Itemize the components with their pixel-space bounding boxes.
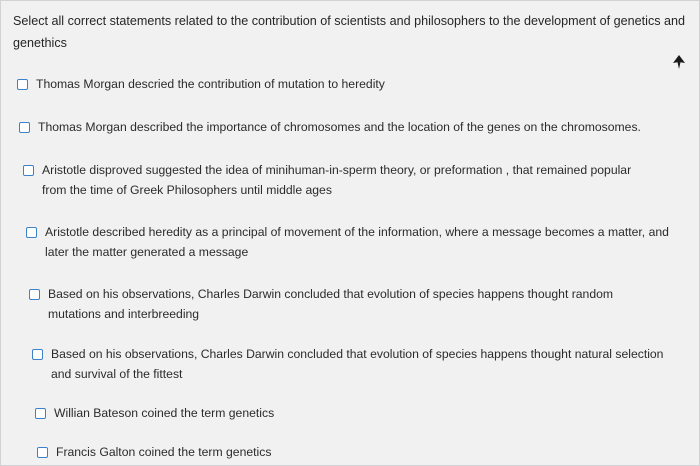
option-7[interactable] xyxy=(35,404,535,424)
checkbox-icon[interactable] xyxy=(29,289,40,300)
option-label: Aristotle disproved suggested the idea of minihuman-in-sperm theory, or preformation , that remained popular from the time of Greek Philosophers until middle ages xyxy=(42,163,632,197)
option-label: Thomas Morgan descried the contribution of mutation to heredity xyxy=(36,77,385,91)
mouse-cursor-icon xyxy=(673,55,685,69)
option-label: Willian Bateson coined the term genetics xyxy=(54,406,275,420)
checkbox-icon[interactable] xyxy=(17,79,28,90)
option-3[interactable] xyxy=(23,161,648,200)
checkbox-icon[interactable] xyxy=(32,349,43,360)
option-label: Thomas Morgan described the importance of chromosomes and the location of the genes on the chromosomes. xyxy=(38,120,641,134)
option-5[interactable] xyxy=(29,285,644,324)
option-1[interactable] xyxy=(17,75,677,95)
option-label: Based on his observations, Charles Darwin concluded that evolution of species happens thought natural selection and survival of the fittest xyxy=(51,347,664,381)
question-text: Select all correct statements related to the contribution of scientists and philosophers to the development of genetics and genethics xyxy=(13,14,686,50)
option-2[interactable] xyxy=(19,118,695,138)
option-8[interactable] xyxy=(37,443,537,463)
option-6[interactable] xyxy=(32,345,682,384)
option-label: Francis Galton coined the term genetics xyxy=(56,445,272,459)
checkbox-icon[interactable] xyxy=(35,408,46,419)
option-4[interactable] xyxy=(26,223,676,262)
option-label: Based on his observations, Charles Darwin concluded that evolution of species happens thought random mutations and interbreeding xyxy=(48,287,614,321)
checkbox-icon[interactable] xyxy=(23,165,34,176)
option-label: Aristotle described heredity as a principal of movement of the information, where a message becomes a matter, and later the matter generated a message xyxy=(45,225,669,259)
checkbox-icon[interactable] xyxy=(19,122,30,133)
checkbox-icon[interactable] xyxy=(26,227,37,238)
checkbox-icon[interactable] xyxy=(37,447,48,458)
